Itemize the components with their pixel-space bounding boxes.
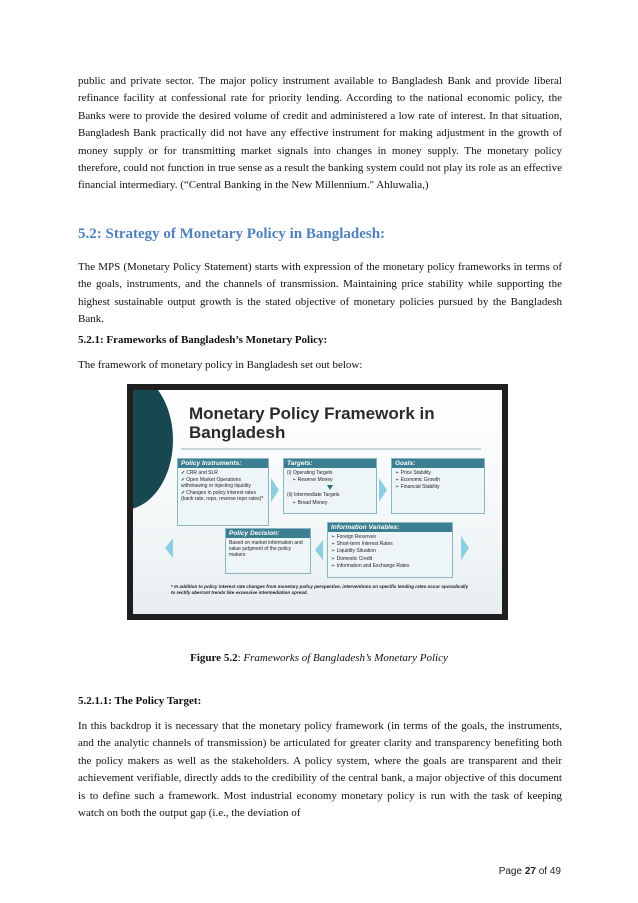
goal-item: ➢ Price Stability <box>395 470 431 476</box>
paragraph-mps: The MPS (Monetary Policy Statement) starts with expression of the monetary policy frameworks in terms of the goals, instruments, and the channels of transmission. Maintaining price stability while supporting the highest sustainable output growth is the stated objective of monetary policies pursued by the Bangladesh Bank. <box>78 261 562 326</box>
instrument-item: ✓Changes in policy interest rates (bank rate, repo, reverse repo rates)* <box>181 489 264 502</box>
title-divider <box>181 448 481 450</box>
goals-heading: Goals: <box>392 459 484 468</box>
current-page: 27 <box>524 866 536 877</box>
goals-box <box>391 458 485 514</box>
arrow-right-icon <box>271 478 279 502</box>
loop-arrow-left-icon <box>165 538 173 558</box>
policy-decision-text: Based on market information and value judgment of the policy makers <box>229 540 303 559</box>
policy-instruments-heading: Policy Instruments: <box>178 459 268 468</box>
goal-item: ➢ Financial Stability <box>395 484 440 491</box>
policy-instruments-box <box>177 458 269 526</box>
figure-caption-label: Figure 5.2 <box>190 652 238 664</box>
total-pages: 49 <box>549 866 561 877</box>
info-variable-item: ➢ Liquidity Situation <box>331 548 376 555</box>
targets-box <box>283 458 377 514</box>
instrument-item: ✓CRR and SLR <box>181 470 218 476</box>
subsection-heading-5-2-1-1: 5.2.1.1: The Policy Target: <box>78 695 202 707</box>
operating-target-item: ➢ Reserve Money <box>292 477 333 484</box>
figure-title-line2: Bangladesh <box>189 423 286 442</box>
figure-footnote: * In addition to policy interest rate changes from monetary policy perspective, interventions on specific lending rates occur sporadically to rectify aberrant trends like excessive intermediation spread. <box>171 584 469 595</box>
information-variables-box <box>327 522 453 578</box>
paragraph-policy-target: In this backdrop it is necessary that the monetary policy framework (in terms of the goals, the instruments, and the analytic channels of transmission) be articulated for greater clarity and transparency benefiting both the policy makers as well as the stakeholders. A policy system, where the goals are transparent and their achievement verifiable, directly adds to the credibility of the central bank, a major objective of this document is to define such a framework. Most industrial economy monetary policy is run with the task of keeping watch on both the output gap (i.e., the deviation of <box>78 720 562 820</box>
info-variable-item: ➢ Foreign Reserves <box>331 534 377 540</box>
targets-heading: Targets: <box>284 459 376 468</box>
goal-item: ➢ Economic Growth <box>395 477 441 484</box>
page-word: Page <box>498 866 523 877</box>
intermediate-targets-label: (ii) Intermediate Targets <box>287 492 340 499</box>
policy-decision-box <box>225 528 311 574</box>
instrument-item: ✓Open Market Operations withdrawing or injecting liquidity <box>181 476 252 489</box>
paragraph-framework-intro: The framework of monetary policy in Bangladesh set out below: <box>78 359 363 371</box>
subsection-heading-5-2-1: 5.2.1: Frameworks of Bangladesh’s Monetary Policy: <box>78 334 328 346</box>
figure-caption <box>0 650 638 666</box>
operating-targets-label: (i) Operating Targets <box>287 470 333 476</box>
info-variable-item: ➢ Short-term Interest Rates <box>331 541 393 548</box>
decorative-arc <box>133 390 173 510</box>
arrow-left-icon <box>315 540 323 560</box>
paragraph-intro: public and private sector. The major policy instrument available to Bangladesh Bank and provide liberal refinance facility at confessional rate for priority lending. According to the national economic policy, the Banks were to provide the desired volume of credit and administered a low rate of interest. In that situation, Bangladesh Bank practically did not have any effective instrument for making adjustment in the growth of money supply or for transmitting market signals into changes in money supply. The monetary policy therefore, could not function in true sense as a result the banking system could not play its role as an effective financial intermediary. (“Central Banking in the New Millennium." Ahluwalia,) <box>78 75 562 192</box>
info-variable-item: ➢ Information and Exchange Rates <box>331 562 410 569</box>
loop-arrow-right-icon <box>461 536 469 560</box>
section-heading-5-2: 5.2: Strategy of Monetary Policy in Bangladesh: <box>78 226 386 242</box>
arrow-right-icon <box>379 478 387 502</box>
figure-title-line1: Monetary Policy Framework in <box>189 404 435 423</box>
info-variable-item: ➢ Domestic Credit <box>331 555 373 562</box>
figure-title <box>189 404 449 442</box>
policy-decision-heading: Policy Decision: <box>226 529 310 538</box>
page-number <box>499 866 561 877</box>
arrow-down-icon <box>327 485 333 490</box>
of-word: of <box>538 866 548 877</box>
figure-caption-title: Frameworks of Bangladesh’s Monetary Policy <box>243 652 448 664</box>
figure-caption-separator: : <box>237 652 244 664</box>
figure-canvas <box>133 390 502 614</box>
information-variables-heading: Information Variables: <box>328 523 452 532</box>
intermediate-target-item: ➢ Broad Money <box>292 499 328 506</box>
framework-figure <box>127 384 508 620</box>
